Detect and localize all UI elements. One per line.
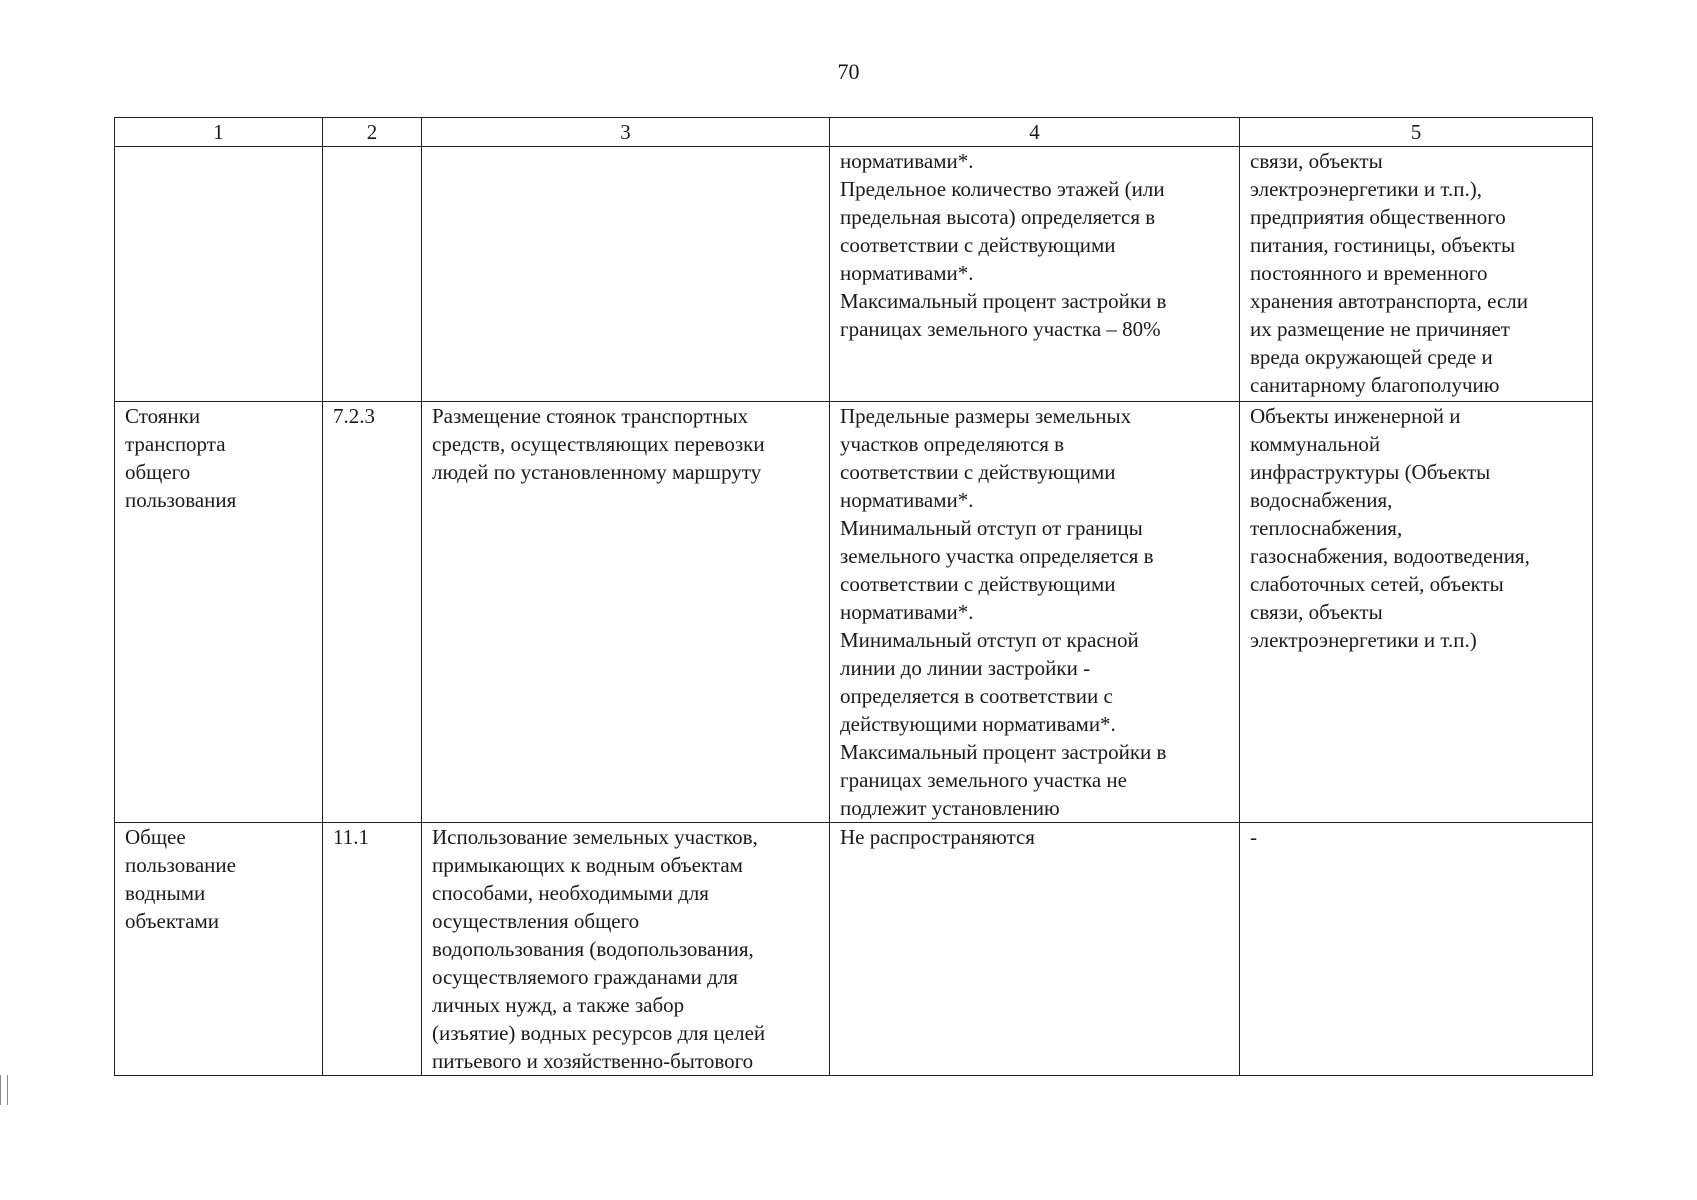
parameters-text: Предельные размеры земельных участков определяются в соответствии с действующими нормативами*. Минимальный отступ от границы земельного участка определяется в соответствии с действующими нормативами*. Минимальный отступ от красной линии до линии застройки - определяется в соответствии с действующими нормативами*. Максимальный процент застройки в границах земельного участка не подлежит установлению (840, 404, 1167, 820)
auxiliary-uses-cell (1240, 402, 1593, 823)
parameters-cell (830, 402, 1240, 823)
use-name-text: Стоянки транспорта общего пользования (125, 404, 237, 512)
column-header-3: 3 (422, 118, 830, 147)
use-name-text: Общее пользование водными объектами (125, 825, 236, 933)
page-number: 70 (837, 59, 860, 84)
parameters-cell (830, 823, 1240, 1076)
auxiliary-uses-cell (1240, 147, 1593, 402)
use-name-cell (115, 823, 323, 1076)
auxiliary-uses-text: - (1250, 825, 1257, 849)
column-header-1: 1 (115, 118, 323, 147)
table-header-row (115, 118, 1593, 147)
auxiliary-uses-cell (1240, 823, 1593, 1076)
column-header-5: 5 (1240, 118, 1593, 147)
use-name-cell (115, 402, 323, 823)
parameters-text: нормативами*. Предельное количество этажей (или предельная высота) определяется в соответствии с действующими нормативами*. Максимальный процент застройки в границах земельного участка – 80% (840, 149, 1167, 341)
regulations-table (114, 117, 1593, 1076)
use-name-cell (115, 147, 323, 402)
use-description-text: Размещение стоянок транспортных средств, осуществляющих перевозки людей по установленному маршруту (432, 404, 765, 484)
use-description-cell (422, 823, 830, 1076)
use-code-cell (323, 402, 422, 823)
auxiliary-uses-text: Объекты инженерной и коммунальной инфраструктуры (Объекты водоснабжения, теплоснабжения, газоснабжения, водоотведения, слаботочных сетей, объекты связи, объекты электроэнергетики и т.п.) (1250, 404, 1530, 652)
use-code-text: 11.1 (333, 825, 369, 849)
auxiliary-uses-text: связи, объекты электроэнергетики и т.п.), предприятия общественного питания, гостиницы, объекты постоянного и временного хранения автотранспорта, если их размещение не причиняет вреда окружающей среде и санитарному благополучию (1250, 149, 1529, 397)
parameters-text: Не распространяются (840, 825, 1035, 849)
column-header-4: 4 (830, 118, 1240, 147)
parameters-cell (830, 147, 1240, 402)
table-row (115, 402, 1593, 823)
column-header-2: 2 (323, 118, 422, 147)
use-code-cell (323, 823, 422, 1076)
use-code-cell (323, 147, 422, 402)
use-code-text: 7.2.3 (333, 404, 375, 428)
use-description-cell (422, 147, 830, 402)
table-row (115, 823, 1593, 1076)
use-description-text: Использование земельных участков, примыкающих к водным объектам способами, необходимыми для осуществления общего водопользования (водопользования, осуществляемого гражданами для личных нужд, а также забор (изъятие) водных ресурсов для целей питьевого и хозяйственно-бытового (432, 825, 766, 1073)
use-description-cell (422, 402, 830, 823)
scan-margin-mark (0, 1075, 8, 1105)
table-row (115, 147, 1593, 402)
